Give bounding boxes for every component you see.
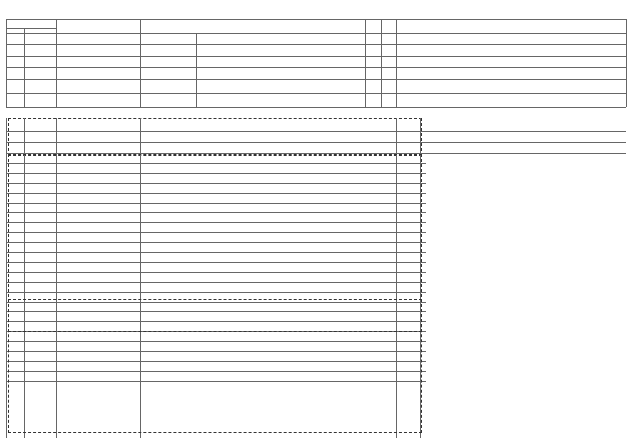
rule-line: [6, 19, 626, 20]
rule-line: [6, 28, 56, 29]
rule-line: [6, 33, 626, 34]
dashed-frame: [8, 118, 422, 156]
rule-line: [6, 44, 626, 45]
dashed-frame: [8, 299, 422, 433]
rule-line: [6, 118, 7, 438]
rule-line: [6, 79, 626, 80]
rule-line: [6, 142, 626, 143]
rule-line: [626, 19, 627, 107]
rule-line: [6, 67, 626, 68]
rule-line: [6, 56, 626, 57]
rule-line: [6, 93, 626, 94]
rule-line: [6, 107, 626, 108]
rule-line: [6, 131, 626, 132]
